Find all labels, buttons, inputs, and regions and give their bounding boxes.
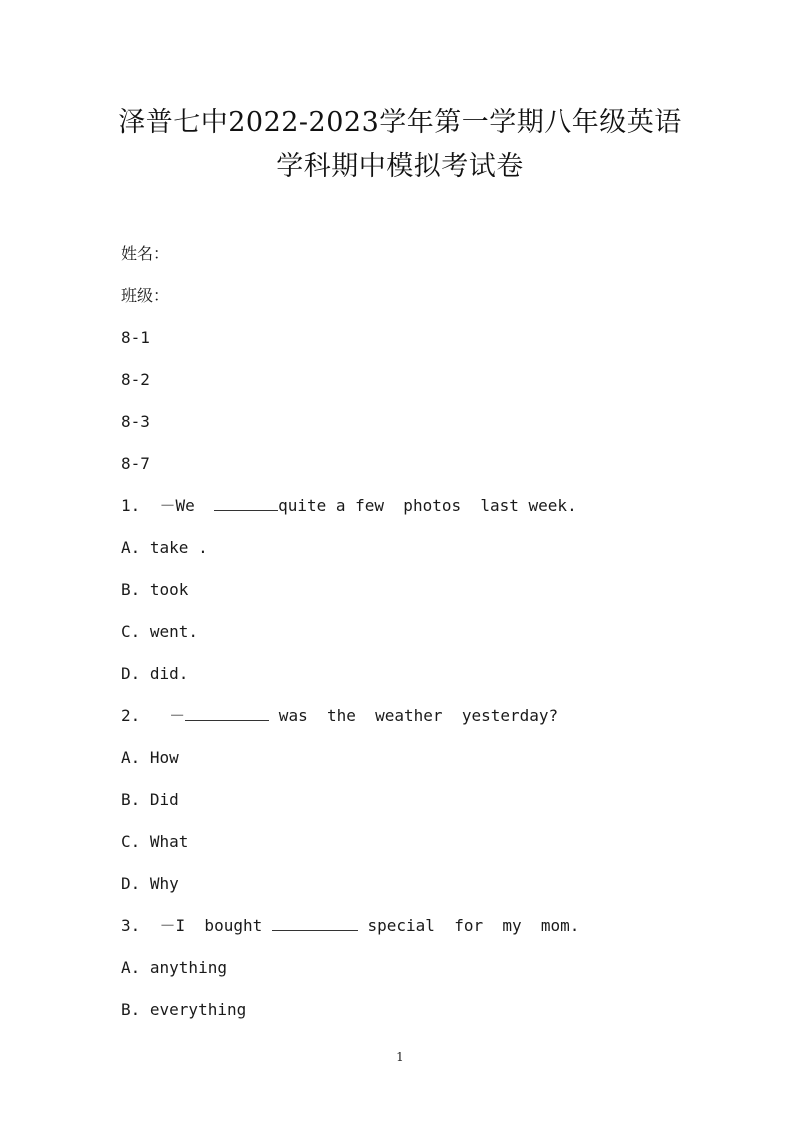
question-stem-prefix: －We [159, 496, 215, 515]
question-3 [121, 916, 579, 936]
question-number: 1. [121, 496, 141, 515]
answer-blank [214, 496, 278, 511]
question-stem-prefix: －I bought [159, 916, 272, 935]
question-1 [121, 496, 577, 516]
question-stem-suffix: special for my mom. [357, 916, 580, 935]
class-label: 班级： [121, 286, 170, 305]
class-option: 8-3 [121, 412, 150, 431]
question-number: 2. [121, 706, 141, 725]
exam-title-line-1: 泽普七中2022-2023学年第一学期八年级英语 [118, 107, 682, 138]
class-option: 8-7 [121, 454, 150, 473]
question-stem-suffix: quite a few photos last week. [278, 496, 577, 515]
exam-title-line-2: 学科期中模拟考试卷 [276, 151, 524, 182]
answer-option: C. What [121, 832, 189, 851]
answer-option: A. anything [121, 958, 227, 977]
answer-option: B. took [121, 580, 189, 599]
class-option: 8-1 [121, 328, 150, 347]
question-number: 3. [121, 916, 141, 935]
question-2 [121, 706, 558, 726]
question-stem-suffix: was the weather yesterday? [269, 706, 559, 725]
answer-option: A. take . [121, 538, 208, 557]
question-stem-prefix: － [159, 706, 186, 725]
answer-option: D. did. [121, 664, 189, 683]
answer-option: C. went. [121, 622, 199, 641]
answer-option: D. Why [121, 874, 179, 893]
answer-option: B. everything [121, 1000, 247, 1019]
name-label: 姓名： [121, 244, 170, 263]
answer-blank [185, 706, 269, 721]
answer-option: B. Did [121, 790, 179, 809]
answer-option: A. How [121, 748, 179, 767]
class-option: 8-2 [121, 370, 150, 389]
answer-blank [272, 916, 358, 931]
page-number: 1 [396, 1050, 404, 1064]
